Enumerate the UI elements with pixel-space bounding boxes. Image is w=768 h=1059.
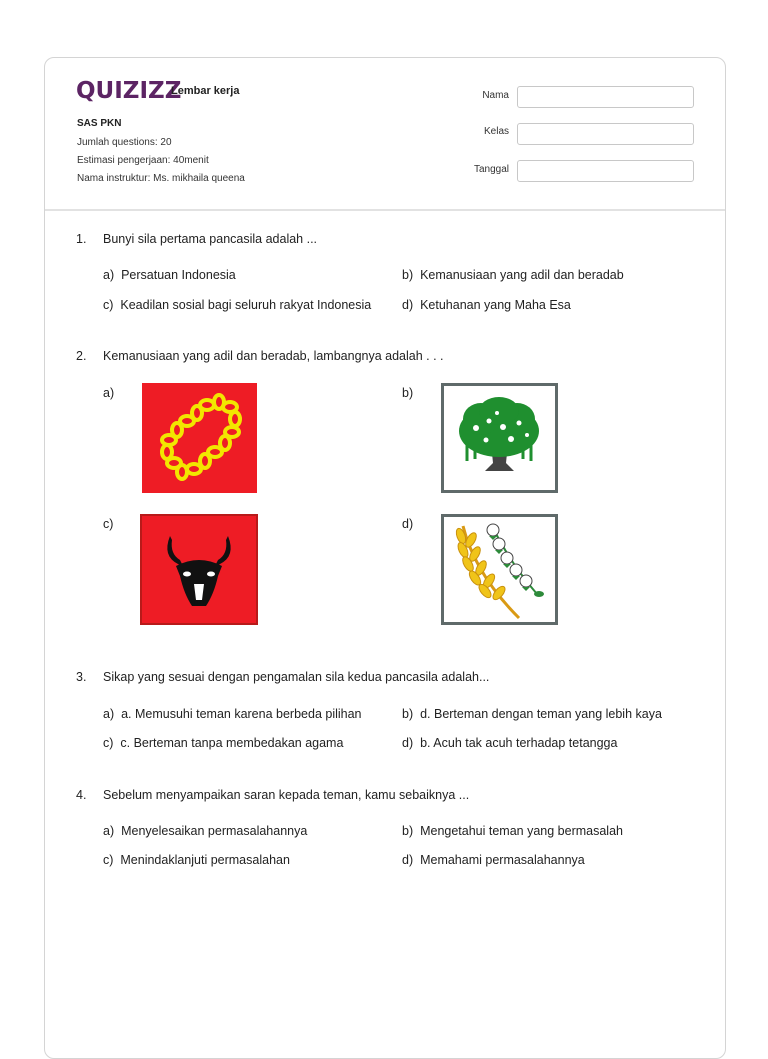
option-a[interactable] xyxy=(103,824,307,838)
rice-cotton-symbol-image[interactable] xyxy=(441,514,558,625)
option-text: Menindaklanjuti permasalahan xyxy=(120,853,290,867)
question-number: 3. xyxy=(76,670,87,684)
option-letter: d) xyxy=(402,736,414,750)
option-letter: d) xyxy=(402,853,414,867)
option-letter: c) xyxy=(103,298,114,312)
name-label: Nama xyxy=(482,90,509,101)
option-b[interactable] xyxy=(402,707,662,721)
option-text: d. Berteman dengan teman yang lebih kaya xyxy=(420,707,662,721)
option-b[interactable] xyxy=(402,386,413,400)
bull-head-symbol-image[interactable] xyxy=(140,514,258,625)
option-c[interactable] xyxy=(103,853,290,867)
option-letter: d) xyxy=(402,298,414,312)
option-letter: a) xyxy=(103,824,115,838)
option-text: b. Acuh tak acuh terhadap tetangga xyxy=(420,736,618,750)
question-text: Sebelum menyampaikan saran kepada teman, kamu sebaiknya ... xyxy=(103,788,470,802)
class-field[interactable] xyxy=(517,123,694,145)
option-letter: c) xyxy=(103,853,114,867)
question-text: Kemanusiaan yang adil dan beradab, lambangnya adalah . . . xyxy=(103,349,444,363)
option-text: a. Memusuhi teman karena berbeda pilihan xyxy=(121,707,362,721)
document-type: Lembar kerja xyxy=(171,85,240,97)
option-letter: a) xyxy=(103,268,115,282)
class-label: Kelas xyxy=(483,126,509,137)
quizizz-logo: QUIZIZZ xyxy=(76,78,182,104)
option-letter: b) xyxy=(402,824,414,838)
option-text: Menyelesaikan permasalahannya xyxy=(121,824,308,838)
question-number: 4. xyxy=(76,788,87,802)
option-d[interactable] xyxy=(402,853,585,867)
option-letter: b) xyxy=(402,707,414,721)
question-number: 1. xyxy=(76,232,87,246)
worksheet-header xyxy=(45,58,725,211)
chain-symbol-image[interactable] xyxy=(142,383,257,493)
question-text: Sikap yang sesuai dengan pengamalan sila kedua pancasila adalah... xyxy=(103,670,490,684)
option-b[interactable] xyxy=(402,824,623,838)
question-text: Bunyi sila pertama pancasila adalah ... xyxy=(103,232,318,246)
banyan-tree-symbol-image[interactable] xyxy=(441,383,558,493)
option-d[interactable] xyxy=(402,736,617,750)
option-text: Mengetahui teman yang bermasalah xyxy=(420,824,623,838)
option-letter: b) xyxy=(402,386,414,400)
option-letter: d) xyxy=(402,517,414,531)
option-text: Ketuhanan yang Maha Esa xyxy=(420,298,571,312)
quiz-title: SAS PKN xyxy=(77,118,122,129)
option-a[interactable] xyxy=(103,386,114,400)
option-text: Kemanusiaan yang adil dan beradab xyxy=(420,268,624,282)
option-c[interactable] xyxy=(103,298,371,312)
instructor-name: Nama instruktur: Ms. mikhaila queena xyxy=(77,173,245,184)
option-a[interactable] xyxy=(103,707,362,721)
option-text: Memahami permasalahannya xyxy=(420,853,585,867)
option-c[interactable] xyxy=(103,517,113,531)
option-text: c. Berteman tanpa membedakan agama xyxy=(120,736,344,750)
date-label: Tanggal xyxy=(473,164,509,175)
questions-count: Jumlah questions: 20 xyxy=(77,137,172,148)
option-d[interactable] xyxy=(402,517,413,531)
option-b[interactable] xyxy=(402,268,624,282)
name-field[interactable] xyxy=(517,86,694,108)
option-letter: b) xyxy=(402,268,414,282)
option-a[interactable] xyxy=(103,268,236,282)
option-text: Keadilan sosial bagi seluruh rakyat Indonesia xyxy=(120,298,372,312)
option-c[interactable] xyxy=(103,736,343,750)
date-field[interactable] xyxy=(517,160,694,182)
estimated-duration: Estimasi pengerjaan: 40menit xyxy=(77,155,209,166)
option-text: Persatuan Indonesia xyxy=(121,268,236,282)
question-number: 2. xyxy=(76,349,87,363)
option-letter: c) xyxy=(103,517,114,531)
option-letter: a) xyxy=(103,386,115,400)
option-d[interactable] xyxy=(402,298,571,312)
option-letter: a) xyxy=(103,707,115,721)
option-letter: c) xyxy=(103,736,114,750)
